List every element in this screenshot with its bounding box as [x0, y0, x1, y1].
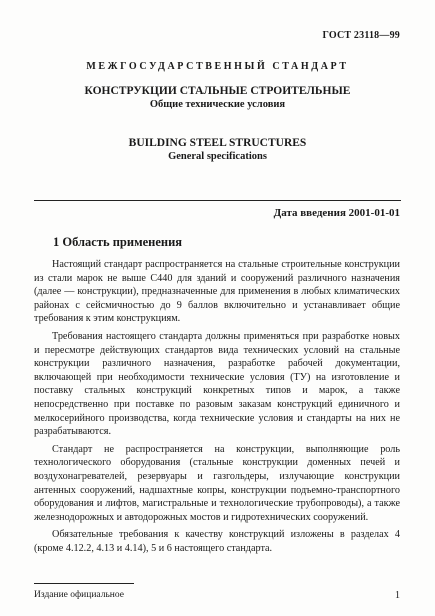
standard-number: ГОСТ 23118—99 — [322, 30, 400, 41]
header-divider — [34, 200, 401, 201]
section-heading: 1 Область применения — [53, 235, 183, 249]
introduction-date: Дата введения 2001-01-01 — [273, 207, 400, 219]
title-russian — [0, 84, 435, 112]
paragraph: Настоящий стандарт распространяется на стальные строительные конструкции из стали марок не выше С440 для зданий и сооружений различного назначения (далее — конструкции), предназначенные для применения в любых климатических районах с сейсмичностью до 9 баллов включительно и устанавливает общие требования к этим конструкциям. — [34, 259, 400, 325]
title-english — [0, 136, 435, 164]
section-body — [34, 258, 400, 559]
title-english-main: BUILDING STEEL STRUCTURES — [128, 137, 307, 149]
paragraph: Обязательные требования к качеству конструкций изложены в разделах 4 (кроме 4.12.2, 4.13 и 4.14), 5 и 6 настоящего стандарта. — [34, 529, 400, 554]
paragraph: Стандарт не распространяется на конструкции, выполняющие роль технологического оборудования (стальные конструкции доменных печей и воздухонагревателей, резервуары и газгольдеры, излучающие конструкции антенных сооружений, надшахтные копры, конструкции подъемно-транспортного оборудования и лифтов, магистральные и технологические трубопроводы), а также железнодорожных и автодорожных мостов и гидротехнических сооружений. — [34, 443, 400, 523]
page-number: 1 — [395, 590, 400, 601]
title-english-subtitle: General specifications — [168, 151, 267, 162]
paragraph: Требования настоящего стандарта должны применяться при разработке новых и пересмотре действующих стандартов вида технических условий на стальные конструкции различного назначения, разработке рабочей документации, включающей при необходимости технические условия (ТУ) на изготовление и поставку стальных конструкций конкретных типов и марок, а также непосредственно при поставке по разовым заказам конструкций единичного и мелкосерийного производства, когда технические условия и стандарты на них не разрабатываются. — [34, 330, 400, 438]
footer-divider — [34, 583, 134, 584]
official-edition-label: Издание официальное — [34, 590, 124, 600]
title-russian-main: КОНСТРУКЦИИ СТАЛЬНЫЕ СТРОИТЕЛЬНЫЕ — [84, 85, 351, 97]
title-russian-subtitle: Общие технические условия — [149, 99, 286, 110]
interstate-standard-label: МЕЖГОСУДАРСТВЕННЫЙ СТАНДАРТ — [86, 61, 349, 72]
